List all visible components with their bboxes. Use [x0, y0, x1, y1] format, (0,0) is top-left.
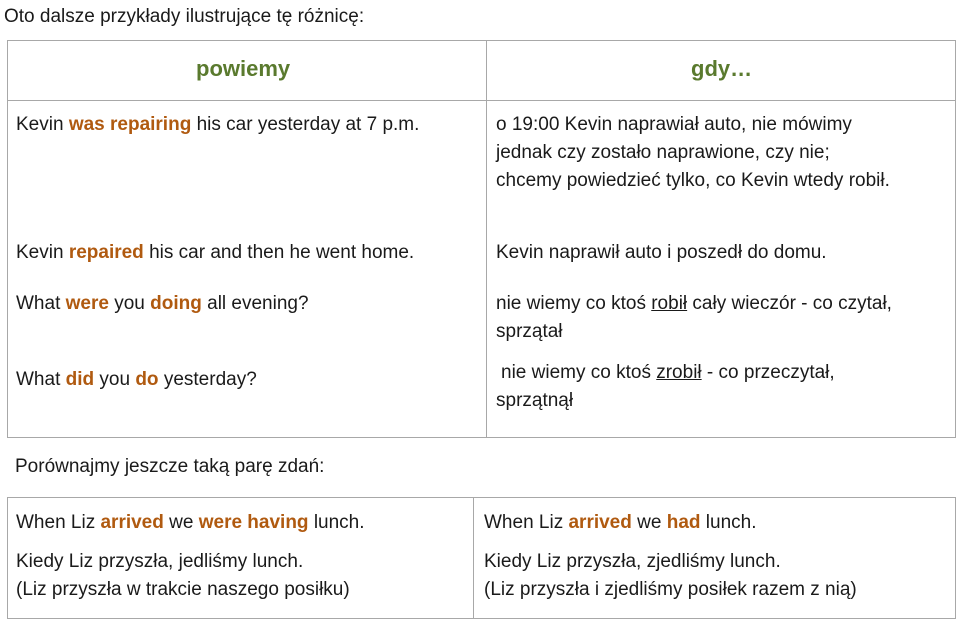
text: you	[94, 369, 136, 390]
text: - co przeczytał,	[701, 362, 835, 383]
text: we	[163, 512, 199, 533]
text-line: chcemy powiedzieć tylko, co Kevin wtedy robił.	[496, 170, 890, 191]
translation: Kiedy Liz przyszła, jedliśmy lunch.	[16, 551, 304, 572]
text: all evening?	[201, 293, 309, 314]
emphasis: do	[135, 369, 159, 390]
compare-intro: Porównajmy jeszcze taką parę zdań:	[15, 456, 325, 477]
example-pair-table	[7, 497, 956, 619]
comparison-table	[7, 40, 956, 438]
text: When Liz	[16, 512, 101, 533]
text: What	[16, 369, 66, 390]
table-column-divider	[473, 498, 474, 618]
header-left: powiemy	[196, 56, 291, 81]
emphasis: were having	[198, 512, 309, 533]
right-example	[484, 509, 857, 604]
intro-text: Oto dalsze przykłady ilustrujące tę różnicę:	[4, 6, 365, 27]
table-divider	[8, 100, 955, 101]
text: yesterday?	[158, 369, 257, 390]
underlined-verb: zrobił	[656, 362, 702, 383]
text: his car and then he went home.	[143, 242, 415, 263]
text: Kevin	[16, 114, 69, 135]
explanation: (Liz przyszła w trakcie naszego posiłku)	[16, 579, 350, 600]
row4-left	[16, 366, 257, 394]
emphasis: had	[666, 512, 701, 533]
row1-left	[16, 111, 419, 139]
emphasis: arrived	[100, 512, 164, 533]
emphasis: repaired	[68, 242, 144, 263]
translation: Kiedy Liz przyszła, zjedliśmy lunch.	[484, 551, 781, 572]
text-line: sprzątał	[496, 321, 563, 342]
text: What	[16, 293, 66, 314]
row4-right	[496, 359, 835, 415]
text: nie wiemy co ktoś	[501, 362, 657, 383]
text: lunch.	[700, 512, 757, 533]
emphasis: doing	[150, 293, 202, 314]
left-example	[16, 509, 365, 604]
text-line: jednak czy zostało naprawione, czy nie;	[496, 142, 830, 163]
emphasis: did	[65, 369, 95, 390]
text: nie wiemy co ktoś	[496, 293, 652, 314]
emphasis: arrived	[568, 512, 632, 533]
text: lunch.	[308, 512, 365, 533]
header-right: gdy…	[691, 56, 753, 81]
row3-right	[496, 290, 892, 346]
text: cały wieczór - co czytał,	[687, 293, 892, 314]
emphasis: was repairing	[68, 114, 192, 135]
row2-left	[16, 239, 414, 267]
row3-left	[16, 290, 309, 318]
emphasis: were	[65, 293, 109, 314]
explanation: (Liz przyszła i zjedliśmy posiłek razem z nią)	[484, 579, 857, 600]
text: we	[631, 512, 667, 533]
text: you	[108, 293, 151, 314]
text: Kevin	[16, 242, 69, 263]
text: When Liz	[484, 512, 569, 533]
text: his car yesterday at 7 p.m.	[191, 114, 420, 135]
table-column-divider	[486, 41, 487, 437]
text-line: sprzątnął	[496, 390, 574, 411]
underlined-verb: robił	[651, 293, 688, 314]
row1-right	[496, 111, 890, 195]
text-line: o 19:00 Kevin naprawiał auto, nie mówimy	[496, 114, 852, 135]
row2-right: Kevin naprawił auto i poszedł do domu.	[496, 242, 827, 263]
